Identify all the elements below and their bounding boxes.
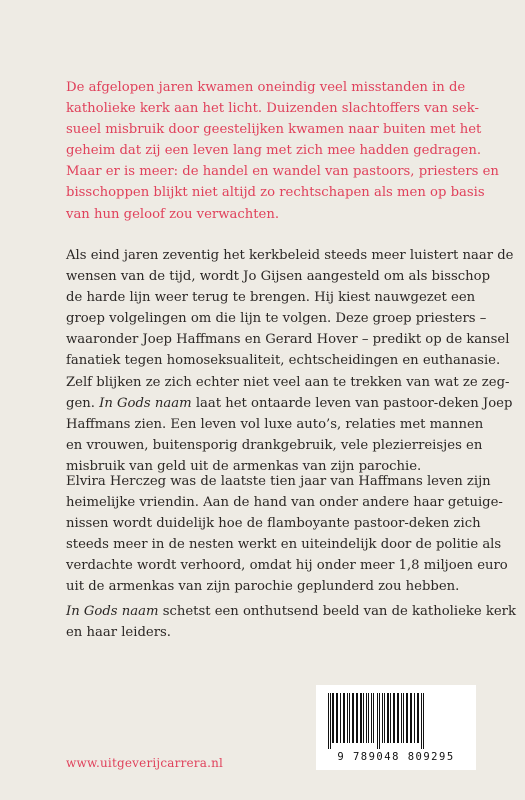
publisher-website[interactable]: www.uitgeverijcarrera.nl bbox=[66, 756, 224, 770]
barcode-bar bbox=[421, 693, 422, 749]
closing-paragraph bbox=[66, 601, 516, 643]
barcode-bar bbox=[406, 693, 408, 743]
paragraph-line: Haffmans zien. Een leven vol luxe auto’s, relaties met mannen bbox=[66, 416, 484, 432]
barcode-bar bbox=[349, 693, 350, 743]
blurb-line: van hun geloof zou verwachten. bbox=[66, 206, 280, 222]
barcode-bar bbox=[328, 693, 329, 749]
barcode-bar bbox=[414, 693, 415, 743]
paragraph-line: heimelijke vriendin. Aan de hand van onder andere haar getuige- bbox=[66, 495, 503, 511]
barcode-bar bbox=[356, 693, 358, 743]
barcode-bar bbox=[390, 693, 391, 743]
blurb-line: De afgelopen jaren kwamen oneindig veel misstanden in de bbox=[66, 80, 466, 95]
barcode-bar bbox=[352, 693, 354, 743]
summary-paragraph bbox=[66, 245, 514, 477]
barcode-bar bbox=[384, 693, 385, 743]
paragraph-line: fanatiek tegen homoseksualiteit, echtscheidingen en euthanasie. bbox=[66, 353, 501, 369]
barcode-bar bbox=[336, 693, 338, 743]
paragraph-line: verdachte wordt verhoord, omdat hij onder meer 1,8 miljoen euro bbox=[66, 558, 508, 574]
paragraph-line bbox=[66, 393, 513, 414]
barcode-bar bbox=[347, 693, 348, 743]
barcode-bar bbox=[343, 693, 345, 743]
paragraph-line bbox=[66, 601, 516, 622]
line-rest: laat het ontaarde leven van pastoor-deken Joep bbox=[191, 395, 513, 411]
barcode-number: 9 789048 809295 bbox=[337, 751, 455, 763]
book-title-italic: In Gods naam bbox=[66, 604, 159, 619]
barcode-bar bbox=[387, 693, 389, 743]
paragraph-line: uit de armenkas van zijn parochie geplunderd zou hebben. bbox=[66, 579, 460, 595]
paragraph-line: waaronder Joep Haffmans en Gerard Hover – predikt op de kansel bbox=[66, 332, 510, 348]
barcode-bar bbox=[332, 693, 334, 743]
barcode-bar bbox=[330, 693, 331, 749]
blurb-line: Maar er is meer: de handel en wandel van pastoors, priesters en bbox=[66, 164, 499, 180]
paragraph-line: steeds meer in de nesten werkt en uiteindelijk door de politie als bbox=[66, 537, 502, 553]
paragraph-line: groep volgelingen om die lijn te volgen. Deze groep priesters – bbox=[66, 311, 487, 327]
barcode-bar bbox=[393, 693, 395, 743]
paragraph-line: wensen van de tijd, wordt Jo Gijsen aangesteld om als bisschop bbox=[66, 269, 491, 285]
paragraph-line: Zelf blijken ze zich echter niet veel aan te trekken van wat ze zeg- bbox=[66, 374, 510, 390]
blurb-paragraph bbox=[66, 77, 499, 225]
paragraph-line: Elvira Herczeg was de laatste tien jaar van Haffmans leven zijn bbox=[66, 474, 491, 489]
barcode-bar bbox=[397, 693, 399, 743]
paragraph-line: nissen wordt duidelijk hoe de flamboyante pastoor-deken zich bbox=[66, 516, 481, 532]
paragraph-line: en vrouwen, buitensporig drankgebruik, vele plezierreisjes en bbox=[66, 437, 483, 453]
barcode-bar bbox=[423, 693, 424, 749]
line-rest: schetst een onthutsend beeld van de katholieke kerk bbox=[158, 604, 516, 619]
paragraph-line: misbruik van geld uit de armenkas van zijn parochie. bbox=[66, 458, 422, 474]
barcode-bar bbox=[382, 693, 383, 743]
barcode-bar bbox=[366, 693, 367, 743]
blurb-line: sueel misbruik door geestelijken kwamen naar buiten met het bbox=[66, 122, 482, 138]
barcode-bar bbox=[373, 693, 374, 743]
barcode-bar bbox=[379, 693, 380, 749]
barcode-bar bbox=[410, 693, 412, 743]
barcode-bar bbox=[401, 693, 402, 743]
barcode-bar bbox=[377, 693, 378, 749]
blurb-line: katholieke kerk aan het licht. Duizenden slachtoffers van sek- bbox=[66, 101, 479, 117]
isbn-barcode bbox=[316, 685, 476, 770]
barcode-bar bbox=[360, 693, 362, 743]
blurb-line: geheim dat zij een leven lang met zich mee hadden gedragen. bbox=[66, 143, 482, 159]
barcode-bar bbox=[340, 693, 341, 743]
barcode-bar bbox=[371, 693, 372, 743]
author-paragraph bbox=[66, 471, 508, 598]
paragraph-line: de harde lijn weer terug te brengen. Hij kiest nauwgezet een bbox=[66, 290, 476, 306]
barcode-bars bbox=[326, 693, 466, 749]
line-prefix: gen. bbox=[66, 395, 100, 411]
barcode-bar bbox=[368, 693, 369, 743]
paragraph-line: en haar leiders. bbox=[66, 625, 171, 641]
blurb-line: bisschoppen blijkt niet altijd zo rechtschapen als men op basis bbox=[66, 185, 485, 201]
book-title-italic: In Gods naam bbox=[99, 395, 192, 411]
barcode-bar bbox=[417, 693, 419, 743]
barcode-bar bbox=[363, 693, 364, 743]
barcode-bar bbox=[403, 693, 404, 743]
paragraph-line: Als eind jaren zeventig het kerkbeleid steeds meer luistert naar de bbox=[66, 248, 514, 263]
